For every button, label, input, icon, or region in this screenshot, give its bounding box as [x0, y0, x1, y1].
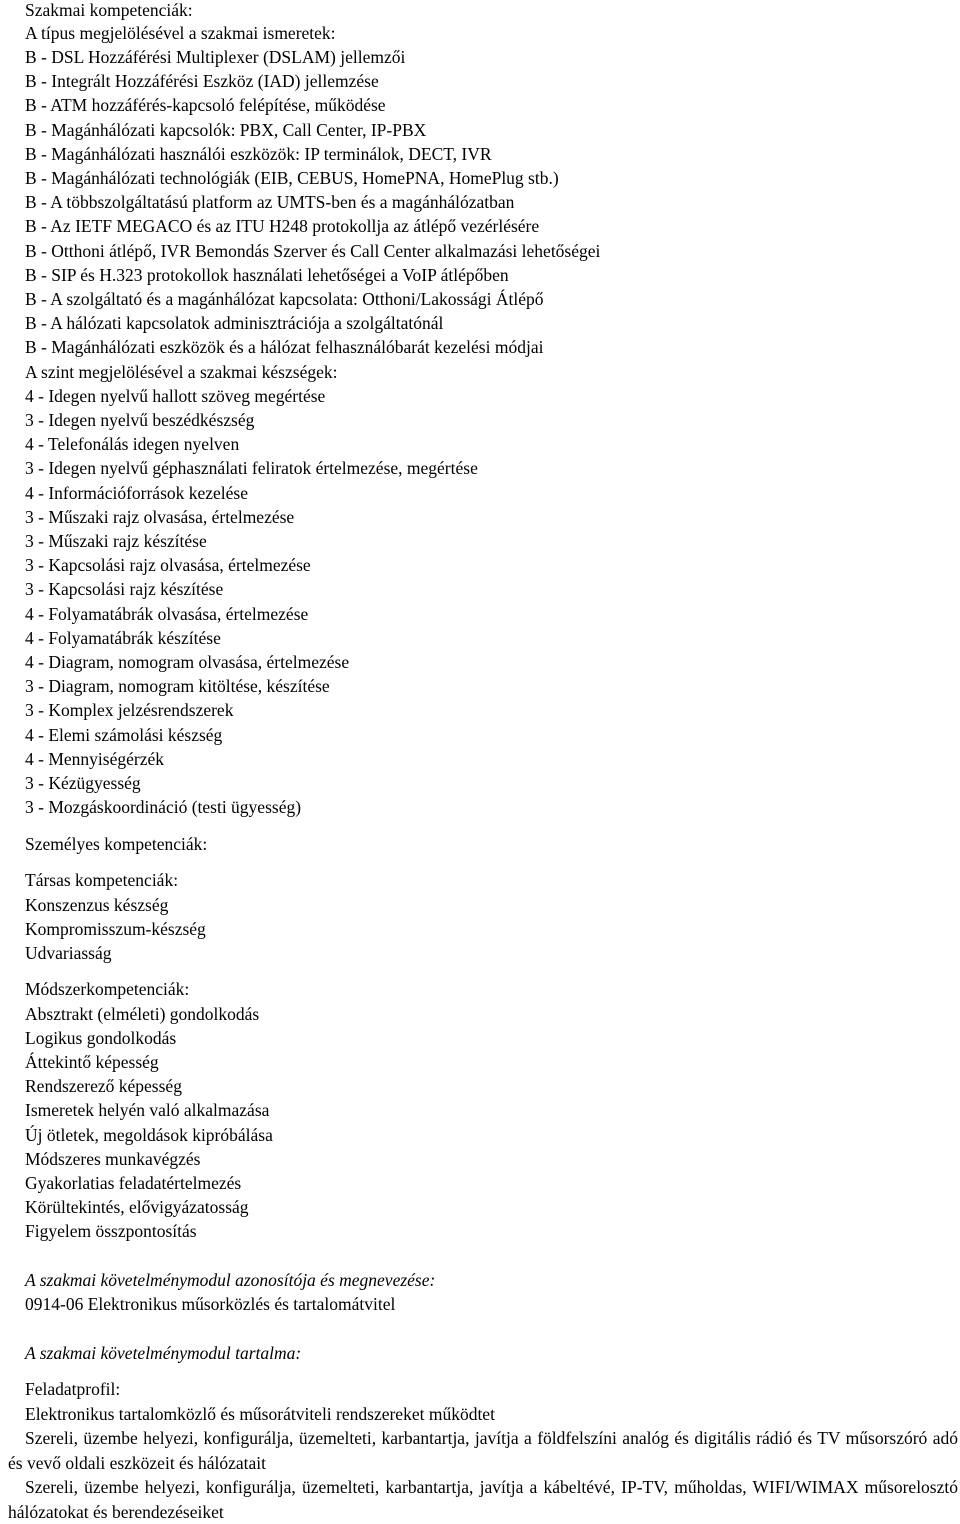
competency-item: Udvariasság: [25, 943, 112, 963]
section-heading: Szakmai kompetenciák:: [25, 0, 193, 20]
task-paragraph: Szereli, üzembe helyezi, konfigurálja, üzemelteti, karbantartja, javítja a földfelszíni analóg és digitális rádió és TV műsorszóró adó és vevő oldali eszközeit és hálózatait: [8, 1428, 958, 1473]
skill-item: 3 - Kapcsolási rajz olvasása, értelmezése: [25, 555, 311, 575]
skill-item: 3 - Komplex jelzésrendszerek: [25, 700, 234, 720]
competency-item: Áttekintő képesség: [25, 1052, 159, 1072]
competency-item: Absztrakt (elméleti) gondolkodás: [25, 1004, 260, 1024]
knowledge-item: B - Magánhálózati használói eszközök: IP terminálok, DECT, IVR: [25, 144, 492, 164]
competency-item: Logikus gondolkodás: [25, 1028, 177, 1048]
skill-item: 4 - Mennyiségérzék: [25, 749, 164, 769]
knowledge-item: B - A többszolgáltatású platform az UMTS-ben és a magánhálózatban: [25, 192, 515, 212]
skill-item: 4 - Elemi számolási készség: [25, 725, 223, 745]
competency-item: Figyelem összpontosítás: [25, 1221, 197, 1241]
competency-item: Módszeres munkavégzés: [25, 1149, 201, 1169]
skill-item: 4 - Diagram, nomogram olvasása, értelmezése: [25, 652, 350, 672]
competency-item: Új ötletek, megoldások kipróbálása: [25, 1125, 273, 1145]
competency-item: Kompromisszum-készség: [25, 919, 206, 939]
competency-item: Rendszerező képesség: [25, 1076, 182, 1096]
skill-item: 3 - Műszaki rajz készítése: [25, 531, 207, 551]
task-profile-heading: Feladatprofil:: [25, 1379, 121, 1399]
knowledge-item: B - Az IETF MEGACO és az ITU H248 protokollja az átlépő vezérlésére: [25, 216, 540, 236]
skill-item: 3 - Kapcsolási rajz készítése: [25, 579, 224, 599]
knowledge-item: B - Otthoni átlépő, IVR Bemondás Szerver és Call Center alkalmazási lehetőségei: [25, 241, 601, 261]
knowledge-item: B - A szolgáltató és a magánhálózat kapcsolata: Otthoni/Lakossági Átlépő: [25, 289, 544, 309]
knowledge-item: B - Integrált Hozzáférési Eszköz (IAD) jellemzése: [25, 71, 379, 91]
skill-item: 3 - Idegen nyelvű beszédkészség: [25, 410, 255, 430]
skill-item: 3 - Diagram, nomogram kitöltése, készítése: [25, 676, 330, 696]
subheading: A szint megjelölésével a szakmai készségek:: [25, 362, 338, 382]
skill-item: 3 - Idegen nyelvű géphasználati feliratok értelmezése, megértése: [25, 458, 478, 478]
competency-item: Konszenzus készség: [25, 895, 169, 915]
subheading: A típus megjelölésével a szakmai ismeretek:: [25, 23, 336, 43]
subheading: Társas kompetenciák:: [25, 870, 179, 890]
knowledge-item: B - Magánhálózati eszközök és a hálózat felhasználóbarát kezelési módjai: [25, 337, 544, 357]
module-name: 0914-06 Elektronikus műsorközlés és tartalomátvitel: [25, 1294, 396, 1314]
skill-item: 4 - Idegen nyelvű hallott szöveg megértése: [25, 386, 326, 406]
knowledge-item: B - Magánhálózati kapcsolók: PBX, Call Center, IP-PBX: [25, 120, 427, 140]
knowledge-item: B - DSL Hozzáférési Multiplexer (DSLAM) jellemzői: [25, 47, 406, 67]
competency-item: Körültekintés, elővigyázatosság: [25, 1197, 249, 1217]
skill-item: 3 - Mozgáskoordináció (testi ügyesség): [25, 797, 302, 817]
skill-item: 4 - Folyamatábrák olvasása, értelmezése: [25, 604, 309, 624]
task-paragraph: Szereli, üzembe helyezi, konfigurálja, üzemelteti, karbantartja, javítja a kábeltévé, IP-TV, műholdas, WIFI/WIMAX műsorelosztó hálózatokat és berendezéseiket: [8, 1477, 958, 1522]
skill-item: 4 - Folyamatábrák készítése: [25, 628, 221, 648]
skill-item: 3 - Műszaki rajz olvasása, értelmezése: [25, 507, 295, 527]
knowledge-item: B - A hálózati kapcsolatok adminisztrációja a szolgáltatónál: [25, 313, 444, 333]
competency-item: Gyakorlatias feladatértelmezés: [25, 1173, 242, 1193]
section-heading: Személyes kompetenciák:: [25, 834, 208, 854]
competency-item: Ismeretek helyén való alkalmazása: [25, 1100, 270, 1120]
task-item: Elektronikus tartalomközlő és műsorátviteli rendszereket működtet: [25, 1404, 495, 1424]
module-content-heading: A szakmai követelménymodul tartalma:: [25, 1343, 302, 1363]
skill-item: 4 - Információforrások kezelése: [25, 483, 249, 503]
knowledge-item: B - Magánhálózati technológiák (EIB, CEBUS, HomePNA, HomePlug stb.): [25, 168, 559, 188]
skill-item: 4 - Telefonálás idegen nyelven: [25, 434, 240, 454]
knowledge-item: B - ATM hozzáférés-kapcsoló felépítése, működése: [25, 95, 386, 115]
subheading: Módszerkompetenciák:: [25, 979, 190, 999]
knowledge-item: B - SIP és H.323 protokollok használati lehetőségei a VoIP átlépőben: [25, 265, 509, 285]
module-id-heading: A szakmai követelménymodul azonosítója és megnevezése:: [25, 1270, 436, 1290]
skill-item: 3 - Kézügyesség: [25, 773, 141, 793]
